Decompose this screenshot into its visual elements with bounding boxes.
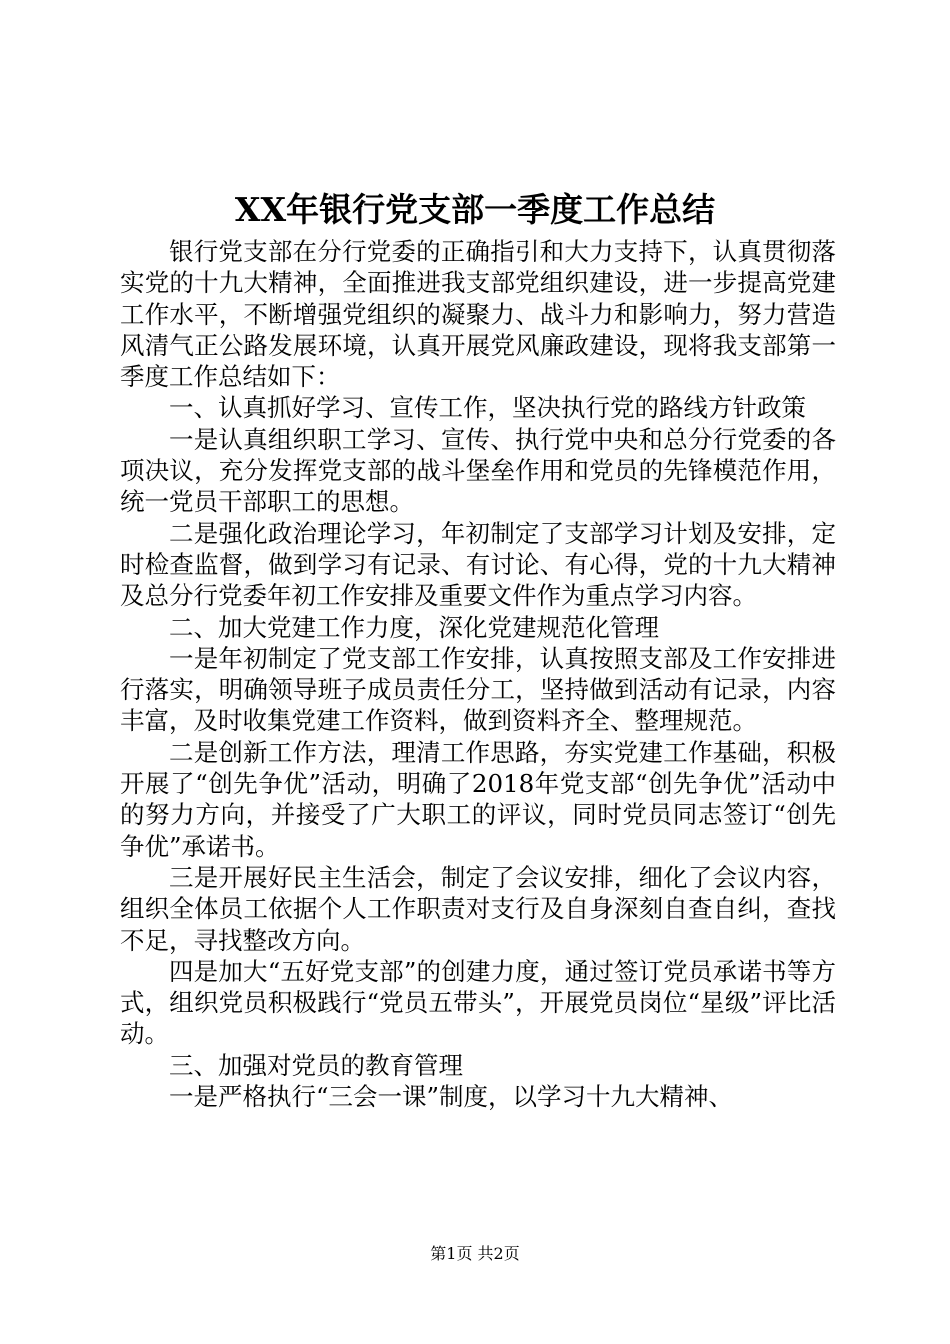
paragraph: 四是加大“五好党支部”的创建力度，通过签订党员承诺书等方式，组织党员积极践行“党员五带头”，开展党员岗位“星级”评比活动。 (120, 956, 836, 1049)
paragraph: 二是创新工作方法，理清工作思路，夯实党建工作基础，积极开展了“创先争优”活动，明确了2018年党支部“创先争优”活动中的努力方向，并接受了广大职工的评议，同时党员同志签订“创先争优”承诺书。 (120, 737, 836, 861)
page-footer: 第1页 共2页 (430, 1244, 520, 1263)
document-title: XX年银行党支部一季度工作总结 (234, 190, 716, 229)
paragraph-intro: 银行党支部在分行党委的正确指引和大力支持下，认真贯彻落实党的十九大精神，全面推进我支部党组织建设，进一步提高党建工作水平，不断增强党组织的凝聚力、战斗力和影响力，努力营造风清气正公路发展环境，认真开展党风廉政建设，现将我支部第一季度工作总结如下： (120, 237, 836, 392)
paragraph: 一是认真组织职工学习、宣传、执行党中央和总分行党委的各项决议，充分发挥党支部的战斗堡垒作用和党员的先锋模范作用，统一党员干部职工的思想。 (120, 424, 836, 517)
paragraph: 一是年初制定了党支部工作安排，认真按照支部及工作安排进行落实，明确领导班子成员责任分工，坚持做到活动有记录，内容丰富，及时收集党建工作资料，做到资料齐全、整理规范。 (120, 643, 836, 736)
section-heading-1: 一、认真抓好学习、宣传工作，坚决执行党的路线方针政策 (169, 393, 806, 423)
section-heading-2: 二、加大党建工作力度，深化党建规范化管理 (169, 612, 659, 642)
paragraph: 二是强化政治理论学习，年初制定了支部学习计划及安排，定时检查监督，做到学习有记录、有讨论、有心得，党的十九大精神及总分行党委年初工作安排及重要文件作为重点学习内容。 (120, 518, 836, 611)
section-heading-3: 三、加强对党员的教育管理 (169, 1050, 463, 1080)
document-body (120, 236, 836, 1112)
paragraph: 一是严格执行“三会一课”制度，以学习十九大精神、 (169, 1082, 734, 1112)
paragraph: 三是开展好民主生活会，制定了会议安排，细化了会议内容，组织全体员工依据个人工作职责对支行及自身深刻自查自纠，查找不足，寻找整改方向。 (120, 862, 836, 955)
